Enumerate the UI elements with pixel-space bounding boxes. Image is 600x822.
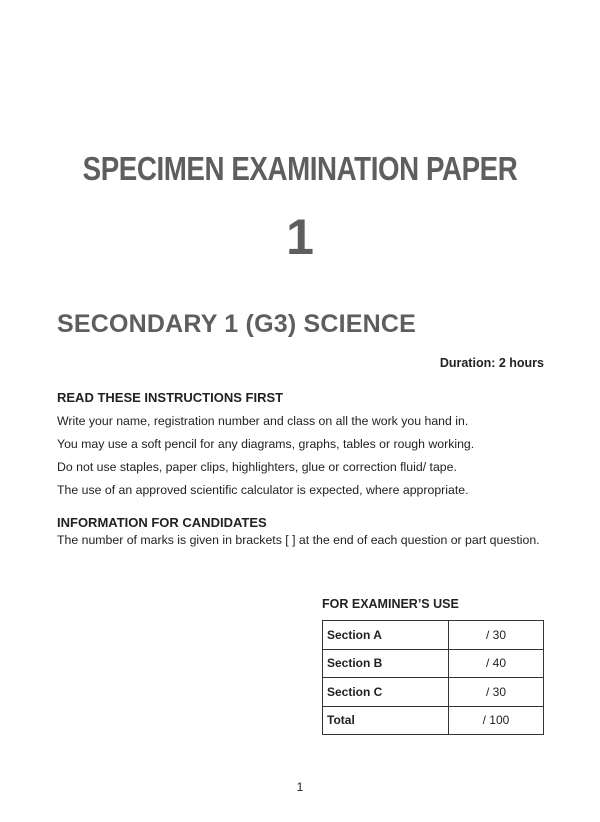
- section-marks: / 30: [449, 621, 544, 650]
- section-label: Section C: [323, 678, 449, 707]
- section-marks: / 40: [449, 649, 544, 678]
- total-label: Total: [323, 706, 449, 735]
- subject-title: SECONDARY 1 (G3) SCIENCE: [57, 310, 417, 338]
- instruction-line: You may use a soft pencil for any diagrams, graphs, tables or rough working.: [57, 437, 475, 451]
- total-marks: / 100: [449, 706, 544, 735]
- page-number: 1: [296, 780, 304, 794]
- information-heading: INFORMATION FOR CANDIDATES: [57, 515, 267, 530]
- information-line: The number of marks is given in brackets [ ] at the end of each question or part question.: [57, 533, 540, 547]
- instruction-line: Write your name, registration number and class on all the work you hand in.: [57, 414, 469, 428]
- instructions-heading: READ THESE INSTRUCTIONS FIRST: [57, 390, 284, 405]
- instruction-line: Do not use staples, paper clips, highlighters, glue or correction fluid/ tape.: [57, 460, 457, 474]
- duration-label: Duration: 2 hours: [439, 356, 544, 370]
- section-label: Section B: [323, 649, 449, 678]
- table-row: [323, 621, 544, 650]
- section-label: Section A: [323, 621, 449, 650]
- table-row: [323, 706, 544, 735]
- section-marks: / 30: [449, 678, 544, 707]
- instruction-line: The use of an approved scientific calculator is expected, where appropriate.: [57, 483, 469, 497]
- paper-number: 1: [286, 209, 314, 265]
- table-row: [323, 678, 544, 707]
- examiner-use-table: [322, 620, 544, 735]
- table-row: [323, 649, 544, 678]
- paper-title: SPECIMEN EXAMINATION PAPER: [82, 150, 518, 187]
- examiner-use-title: FOR EXAMINER’S USE: [322, 597, 459, 611]
